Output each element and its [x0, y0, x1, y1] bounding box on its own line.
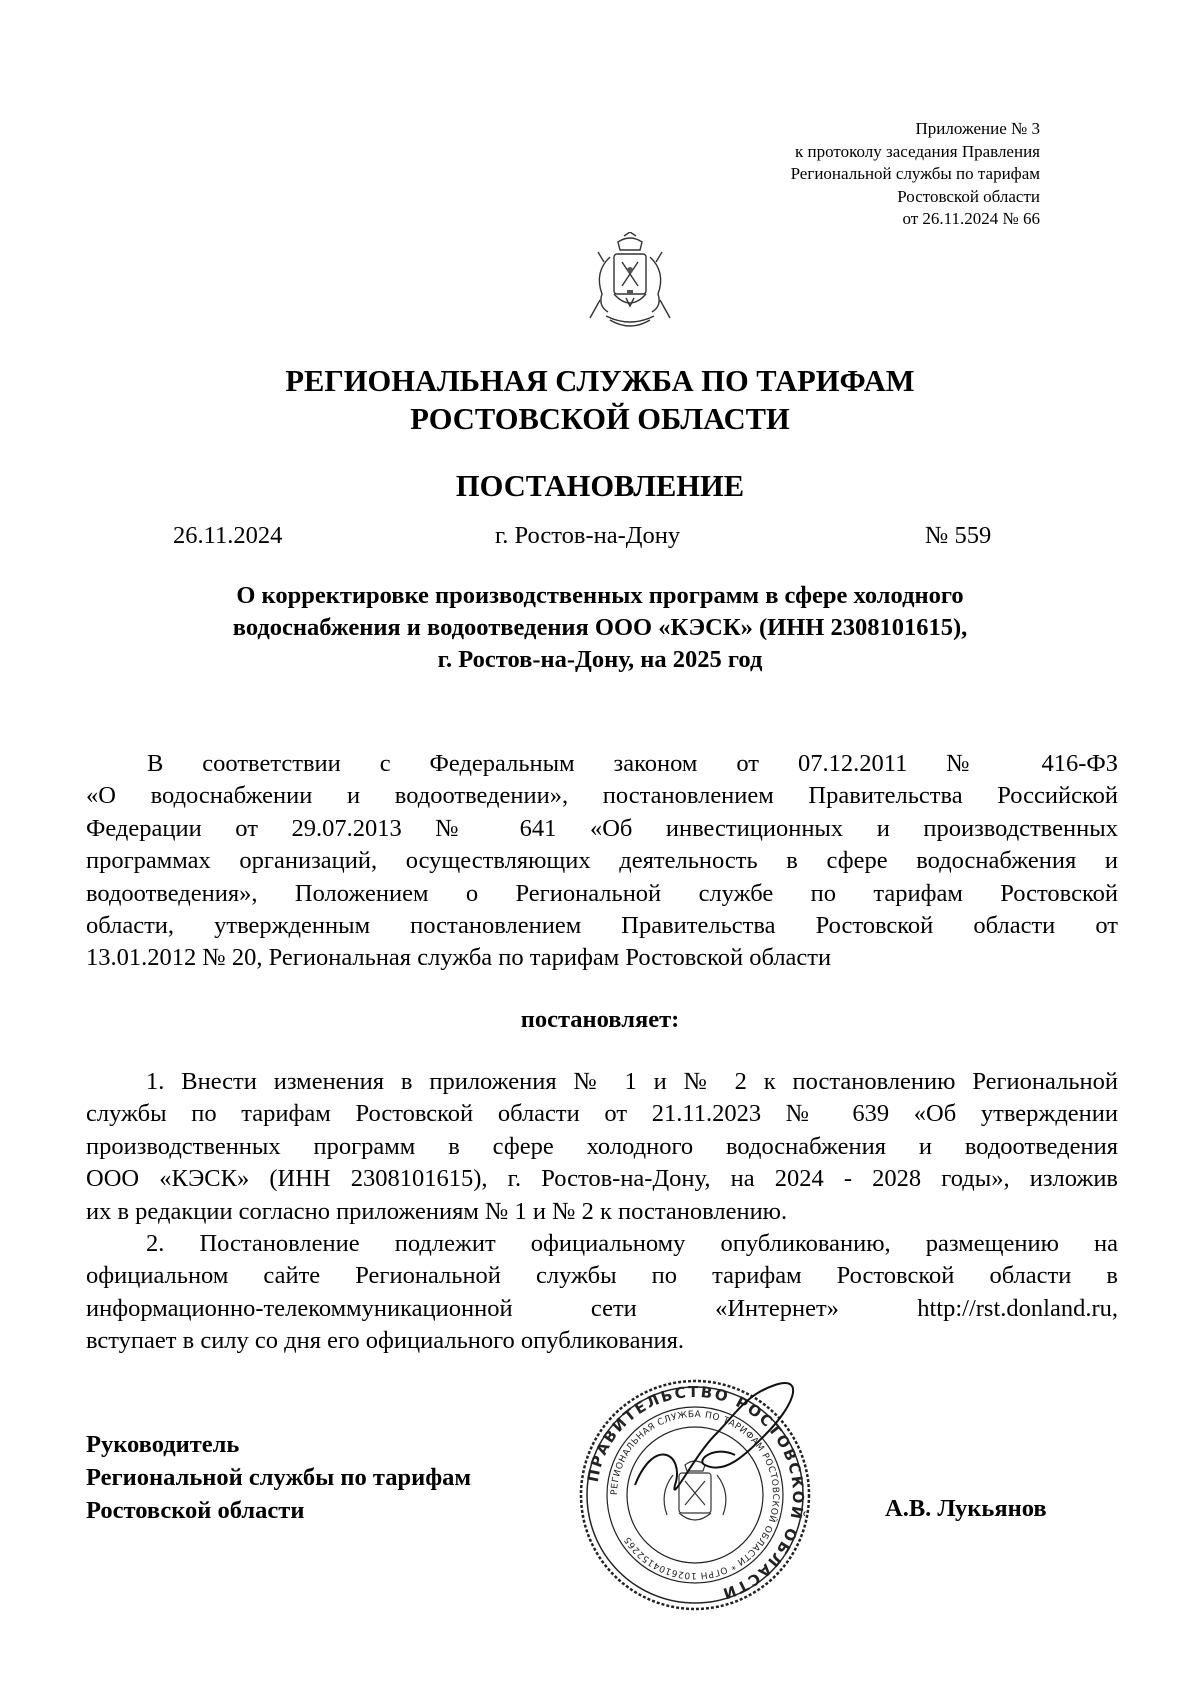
preamble-line: программах организаций, осуществляющих деятельность в сфере водоснабжения и	[86, 847, 1118, 875]
subject-line: г. Ростов-на-Дону, на 2025 год	[437, 646, 763, 673]
preamble-line: области, утвержденным постановлением Правительства Ростовской области от	[86, 912, 1118, 940]
item-1-line: их в редакции согласно приложениям № 1 и № 2 к постановлению.	[86, 1197, 788, 1225]
appendix-line: Приложение № 3	[915, 119, 1040, 138]
appendix-line: к протоколу заседания Правления	[795, 141, 1040, 161]
document-date: 26.11.2024	[173, 522, 283, 549]
preamble-line: Федерации от 29.07.2013 № 641 «Об инвестиционных и производственных	[86, 814, 1118, 842]
official-seal-icon	[575, 1375, 815, 1615]
organization-name	[0, 362, 1200, 438]
item-1-line: ООО «КЭСК» (ИНН 2308101615), г. Ростов-на-Дону, на 2024 - 2028 годы», изложив	[86, 1165, 1118, 1193]
item-2-line: информационно-телекоммуникационной сети «Интернет» http://rst.donland.ru,	[86, 1294, 1118, 1322]
signatory-position-line: Ростовской области	[86, 1497, 305, 1524]
svg-text:РЕГИОНАЛЬНАЯ СЛУЖБА ПО ТАРИФАМ	[610, 1410, 780, 1580]
item-2-line: вступает в силу со дня его официального опубликования.	[86, 1327, 685, 1355]
appendix-line: Ростовской области	[897, 186, 1040, 206]
preamble-line: В соответствии с Федеральным законом от 07.12.2011 № 416-ФЗ	[147, 750, 1118, 777]
item-2-line: 2. Постановление подлежит официальному опубликованию, размещению на	[146, 1230, 1118, 1257]
appendix-line: от 26.11.2024 № 66	[902, 209, 1040, 228]
appendix-reference	[580, 118, 1040, 231]
subject-line: О корректировке производственных программ в сфере холодного	[236, 582, 964, 609]
document-type: ПОСТАНОВЛЕНИЕ	[455, 469, 745, 503]
signatory-position	[86, 1428, 471, 1527]
signatory-position-line: Региональной службы по тарифам	[86, 1464, 472, 1491]
organization-name-line: РОСТОВСКОЙ ОБЛАСТИ	[410, 402, 790, 436]
seal-inner-text: РЕГИОНАЛЬНАЯ СЛУЖБА ПО ТАРИФАМ РОСТОВСКОЙ ОБЛАСТИ * ОГРН 1026104152265	[609, 1409, 781, 1581]
item-1-line: службы по тарифам Ростовской области от 21.11.2023 № 639 «Об утверждении	[86, 1100, 1118, 1128]
organization-name-line: РЕГИОНАЛЬНАЯ СЛУЖБА ПО ТАРИФАМ	[285, 364, 915, 398]
document-subject	[0, 580, 1200, 676]
subject-line: водоснабжения и водоотведения ООО «КЭСК» (ИНН 2308101615),	[232, 614, 968, 641]
preamble-line: 13.01.2012 № 20, Региональная служба по тарифам Ростовской области	[86, 944, 832, 972]
preamble-line: «О водоснабжении и водоотведении», постановлением Правительства Российской	[86, 782, 1118, 810]
item-1-line: производственных программ в сфере холодного водоснабжения и водоотведения	[86, 1132, 1118, 1160]
preamble-paragraph	[86, 748, 1118, 975]
resolves-heading: постановляет:	[520, 1006, 680, 1033]
rostov-coat-of-arms-icon	[580, 232, 680, 332]
preamble-line: водоотведения», Положением о Региональной службе по тарифам Ростовской	[86, 879, 1118, 907]
seal-emblem-icon	[664, 1461, 726, 1520]
item-1-line: 1. Внести изменения в приложения № 1 и № 2 к постановлению Региональной	[146, 1068, 1118, 1095]
item-2-line: официальном сайте Региональной службы по тарифам Ростовской области в	[86, 1262, 1118, 1290]
item-1-paragraph	[86, 1066, 1118, 1228]
document-city: г. Ростов-на-Дону	[495, 522, 681, 549]
appendix-line: Региональной службы по тарифам	[790, 164, 1040, 183]
document-number: № 559	[925, 522, 992, 549]
signatory-name: А.В. Лукьянов	[885, 1495, 1047, 1522]
seal-outer-text: ПРАВИТЕЛЬСТВО РОСТОВСКОЙ ОБЛАСТИ	[583, 1382, 808, 1604]
item-2-paragraph	[86, 1228, 1118, 1358]
signatory-position-line: Руководитель	[86, 1431, 240, 1458]
